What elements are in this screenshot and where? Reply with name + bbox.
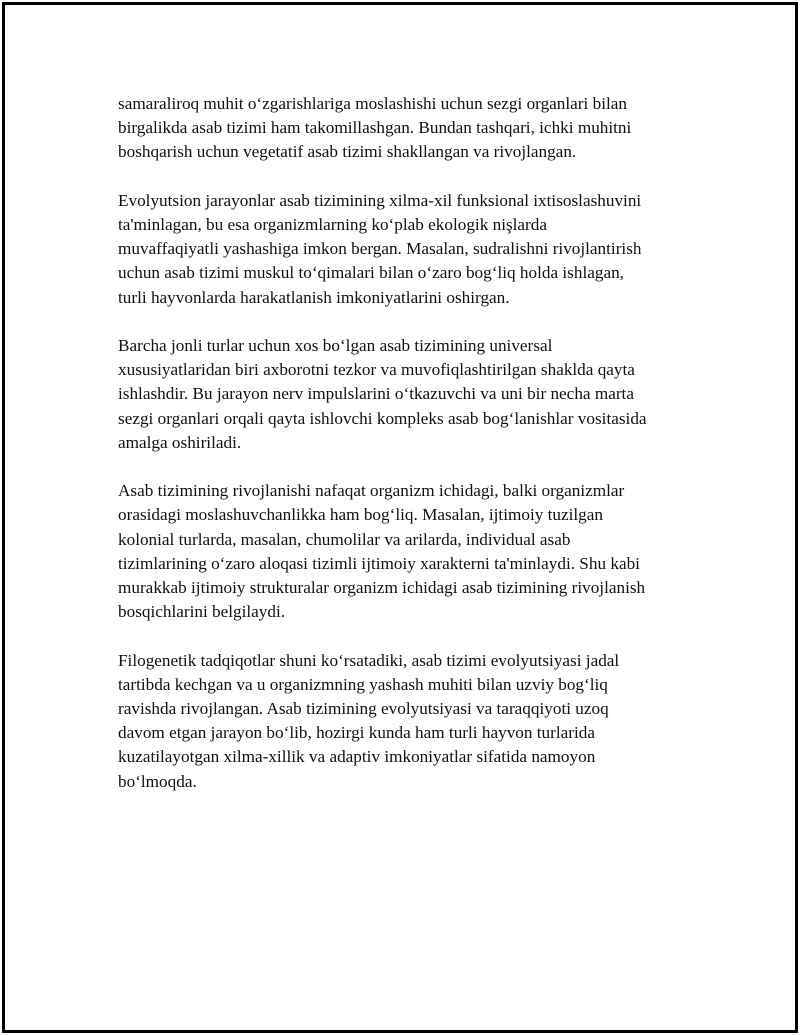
text-line: xususiyatlaridan biri axborotni tezkor va muvofiqlashtirilgan shaklda qayta xyxy=(118,360,635,380)
document-body xyxy=(118,92,688,818)
text-line: Filogenetik tadqiqotlar shuni koʻrsatadiki, asab tizimi evolyutsiyasi jadal xyxy=(118,650,620,670)
paragraph-5 xyxy=(118,649,688,794)
text-line: kolonial turlarda, masalan, chumolilar va arilarda, individual asab xyxy=(118,529,571,549)
text-line: kuzatilayotgan xilma-xillik va adaptiv imkoniyatlar sifatida namoyon xyxy=(118,747,596,767)
text-line: amalga oshiriladi. xyxy=(118,432,242,452)
text-line: muvaffaqiyatli yashashiga imkon bergan. Masalan, sudralishni rivojlantirish xyxy=(118,239,642,259)
text-line: tartibda kechgan va u organizmning yashash muhiti bilan uzviy bogʻliq xyxy=(118,674,608,694)
text-line: davom etgan jarayon boʻlib, hozirgi kunda ham turli hayvon turlarida xyxy=(118,723,595,743)
text-line: orasidagi moslashuvchanlikka ham bogʻliq. Masalan, ijtimoiy tuzilgan xyxy=(118,505,603,525)
text-line: ravishda rivojlangan. Asab tizimining evolyutsiyasi va taraqqiyoti uzoq xyxy=(118,699,609,719)
text-line: turli hayvonlarda harakatlanish imkoniyatlarini oshirgan. xyxy=(118,287,510,307)
paragraph-4 xyxy=(118,479,688,624)
text-line: boʻlmoqda. xyxy=(118,771,197,791)
text-line: sezgi organlari orqali qayta ishlovchi kompleks asab bogʻlanishlar vositasida xyxy=(118,408,647,428)
text-line: murakkab ijtimoiy strukturalar organizm ichidagi asab tizimining rivojlanish xyxy=(118,578,646,598)
text-line: Evolyutsion jarayonlar asab tizimining xilma-xil funksional ixtisoslashuvini xyxy=(118,190,642,210)
text-line: Asab tizimining rivojlanishi nafaqat organizm ichidagi, balki organizmlar xyxy=(118,481,625,501)
text-line: Barcha jonli turlar uchun xos boʻlgan asab tizimining universal xyxy=(118,336,553,355)
text-line: birgalikda asab tizimi ham takomillashgan. Bundan tashqari, ichki muhitni xyxy=(118,118,632,138)
text-line: uchun asab tizimi muskul toʻqimalari bilan oʻzaro bogʻliq holda ishlagan, xyxy=(118,263,624,283)
text-line: samaraliroq muhit oʻzgarishlariga moslashishi uchun sezgi organlari bilan xyxy=(118,94,627,113)
paragraph-3 xyxy=(118,334,688,455)
text-line: ishlashdir. Bu jarayon nerv impulslarini oʻtkazuvchi va uni bir necha marta xyxy=(118,384,634,404)
paragraph-1 xyxy=(118,92,688,165)
paragraph-2 xyxy=(118,189,688,310)
text-line: boshqarish uchun vegetatif asab tizimi shakllangan va rivojlangan. xyxy=(118,142,577,162)
text-line: tizimlarining oʻzaro aloqasi tizimli ijtimoiy xarakterni ta'minlaydi. Shu kabi xyxy=(118,553,640,573)
text-line: bosqichlarini belgilaydi. xyxy=(118,602,286,622)
text-line: ta'minlagan, bu esa organizmlarning koʻplab ekologik nişlarda xyxy=(118,215,548,234)
